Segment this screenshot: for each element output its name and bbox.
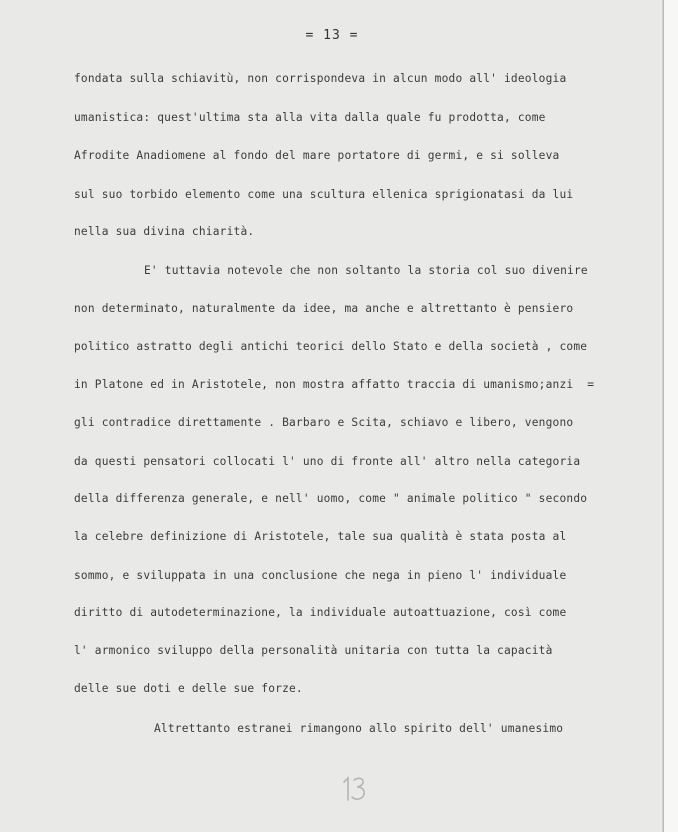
text-line: l' armonico sviluppo della personalità unitaria con tutta la capacità: [74, 644, 553, 657]
text-line: umanistica: quest'ultima sta alla vita dalla quale fu prodotta, come: [74, 111, 546, 124]
text-line: sommo, e sviluppata in una conclusione che nega in pieno l' individuale: [74, 569, 567, 582]
text-line: sul suo torbido elemento come una scultura ellenica sprigionatasi da lui: [74, 188, 574, 201]
text-line: da questi pensatori collocati l' uno di fronte all' altro nella categoria: [74, 455, 581, 468]
text-line: fondata sulla schiavitù, non corrispondeva in alcun modo all' ideologia: [74, 72, 567, 85]
text-line: nella sua divina chiarità.: [74, 225, 255, 238]
text-line: E' tuttavia notevole che non soltanto la storia col suo divenire: [144, 264, 588, 277]
text-line: Altrettanto estranei rimangono allo spirito dell' umanesimo: [154, 722, 564, 735]
page-number: = 13 =: [305, 28, 359, 43]
text-line: la celebre definizione di Aristotele, tale sua qualità è stata posta al: [74, 530, 567, 543]
text-line: diritto di autodeterminazione, la individuale autoattuazione, così come: [74, 606, 567, 619]
page-edge: [663, 0, 678, 832]
text-line: gli contradice direttamente . Barbaro e Scita, schiavo e libero, vengono: [74, 416, 574, 429]
handwritten-page-mark: [340, 774, 370, 804]
text-line: Afrodite Anadiomene al fondo del mare portatore di germi, e si solleva: [74, 149, 560, 162]
text-line: delle sue doti e delle sue forze.: [74, 682, 303, 695]
text-line: della differenza generale, e nell' uomo, come " animale politico " secondo: [74, 492, 588, 505]
text-line: non determinato, naturalmente da idee, ma anche e altrettanto è pensiero: [74, 302, 574, 315]
text-line: politico astratto degli antichi teorici dello Stato e della società , come: [74, 340, 588, 353]
text-line: in Platone ed in Aristotele, non mostra affatto traccia di umanismo;anzi =: [74, 378, 595, 391]
